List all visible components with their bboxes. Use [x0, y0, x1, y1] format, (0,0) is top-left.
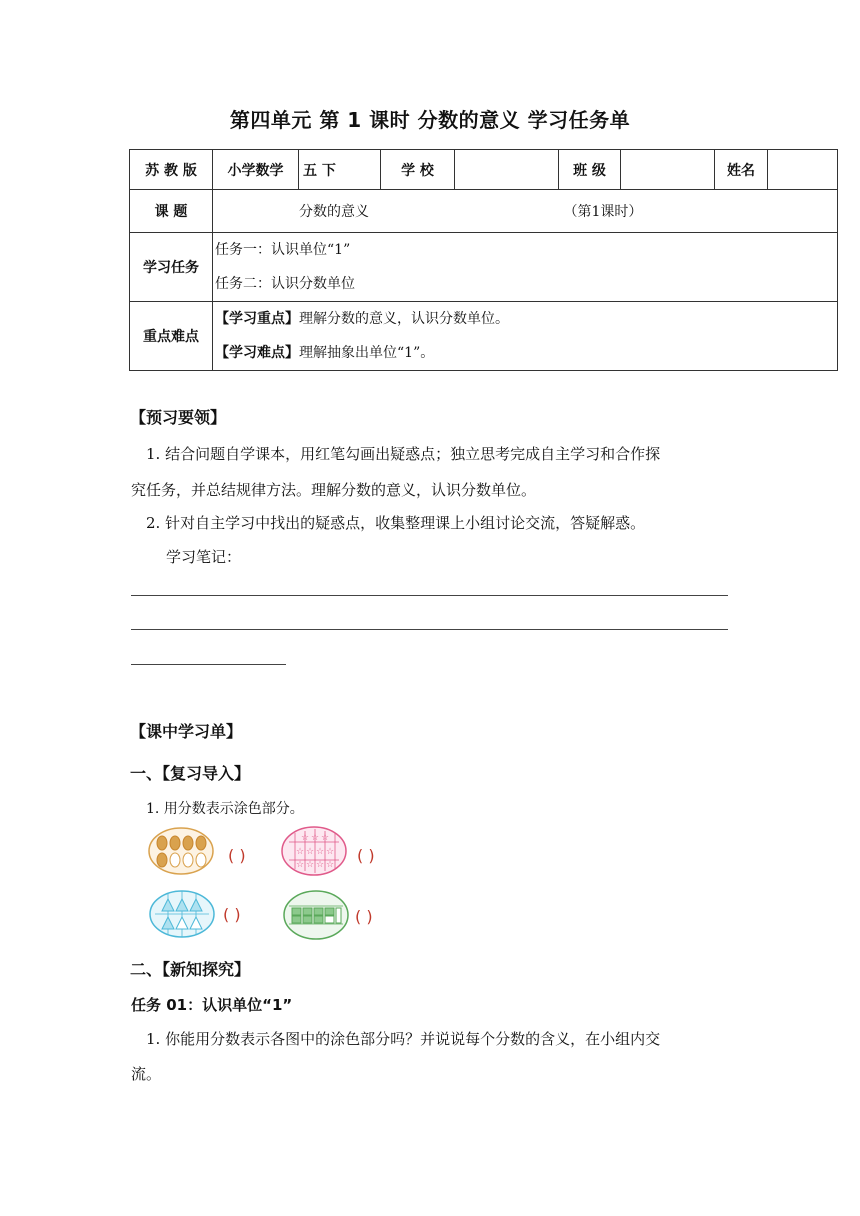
school-field[interactable]: [455, 150, 559, 190]
egg-figure-brown: [148, 826, 214, 876]
svg-text:☆: ☆: [310, 833, 320, 843]
task01-question-line-1: 1. 你能用分数表示各图中的涂色部分吗？并说说每个分数的含义，在小组内交: [146, 1030, 661, 1048]
task01-heading: 任务 01：认识单位“1”: [131, 996, 293, 1014]
notes-line[interactable]: [131, 595, 728, 596]
answer-blank[interactable]: ( ): [357, 846, 375, 865]
name-label: 姓名: [715, 150, 768, 190]
info-table: [129, 149, 838, 371]
class-label: 班 级: [559, 150, 621, 190]
class-sheet-heading: 【课中学习单】: [130, 722, 243, 741]
answer-blank[interactable]: ( ): [355, 907, 373, 926]
svg-text:☆: ☆: [295, 847, 305, 857]
edition-cell: 苏 教 版: [130, 150, 213, 190]
svg-text:☆: ☆: [300, 833, 310, 843]
topic-cell: [213, 190, 838, 233]
class-field[interactable]: [621, 150, 715, 190]
answer-blank[interactable]: ( ): [228, 846, 246, 865]
egg-figure-green: [283, 889, 349, 941]
topic-value: 分数的意义: [299, 204, 369, 220]
new-knowledge-heading: 二、【新知探究】: [130, 960, 251, 979]
egg-figure-pink: [281, 825, 347, 877]
school-label: 学 校: [381, 150, 455, 190]
key-point-tag: 【学习重点】: [215, 311, 299, 327]
preview-heading: 【预习要领】: [130, 408, 227, 427]
svg-text:☆: ☆: [325, 847, 335, 857]
keys-label: 重点难点: [130, 302, 213, 371]
topic-label: 课 题: [130, 190, 213, 233]
egg-figure-cyan: [149, 889, 215, 939]
notes-line[interactable]: [131, 629, 728, 630]
notes-line[interactable]: [131, 664, 286, 665]
notes-label: 学习笔记：: [166, 548, 242, 566]
svg-text:☆: ☆: [320, 833, 330, 843]
subject-cell: 小学数学: [213, 150, 299, 190]
svg-text:☆: ☆: [295, 860, 305, 870]
task-item: 任务一：认识单位“1”: [215, 242, 351, 258]
answer-blank[interactable]: ( ): [223, 905, 241, 924]
review-question-1: 1. 用分数表示涂色部分。: [146, 801, 304, 817]
task01-question-line-2: 流。: [131, 1065, 162, 1083]
preview-item-1-line-2: 究任务，并总结规律方法。理解分数的意义，认识分数单位。: [131, 481, 537, 499]
review-heading: 一、【复习导入】: [130, 764, 251, 783]
svg-text:☆: ☆: [315, 847, 325, 857]
preview-item-1-line-1: 1. 结合问题自学课本，用红笔勾画出疑惑点；独立思考完成自主学习和合作探: [146, 445, 661, 463]
difficulty-text: 理解抽象出单位“1”。: [299, 345, 435, 361]
svg-text:☆: ☆: [305, 860, 315, 870]
task-item: 任务二：认识分数单位: [215, 276, 355, 292]
svg-text:☆: ☆: [325, 860, 335, 870]
preview-item-2: 2. 针对自主学习中找出的疑惑点，收集整理课上小组讨论交流，答疑解惑。: [146, 514, 646, 532]
svg-text:☆: ☆: [315, 860, 325, 870]
page-title: 第四单元 第 1 课时 分数的意义 学习任务单: [229, 108, 631, 132]
keys-cell: [213, 302, 838, 371]
difficulty-tag: 【学习难点】: [215, 345, 299, 361]
tasks-cell: [213, 233, 838, 302]
svg-text:☆: ☆: [305, 847, 315, 857]
lesson-number: （第1课时）: [563, 204, 643, 220]
key-point-text: 理解分数的意义，认识分数单位。: [299, 311, 509, 327]
tasks-label: 学习任务: [130, 233, 213, 302]
name-field[interactable]: [768, 150, 838, 190]
grade-cell: 五 下: [299, 150, 381, 190]
